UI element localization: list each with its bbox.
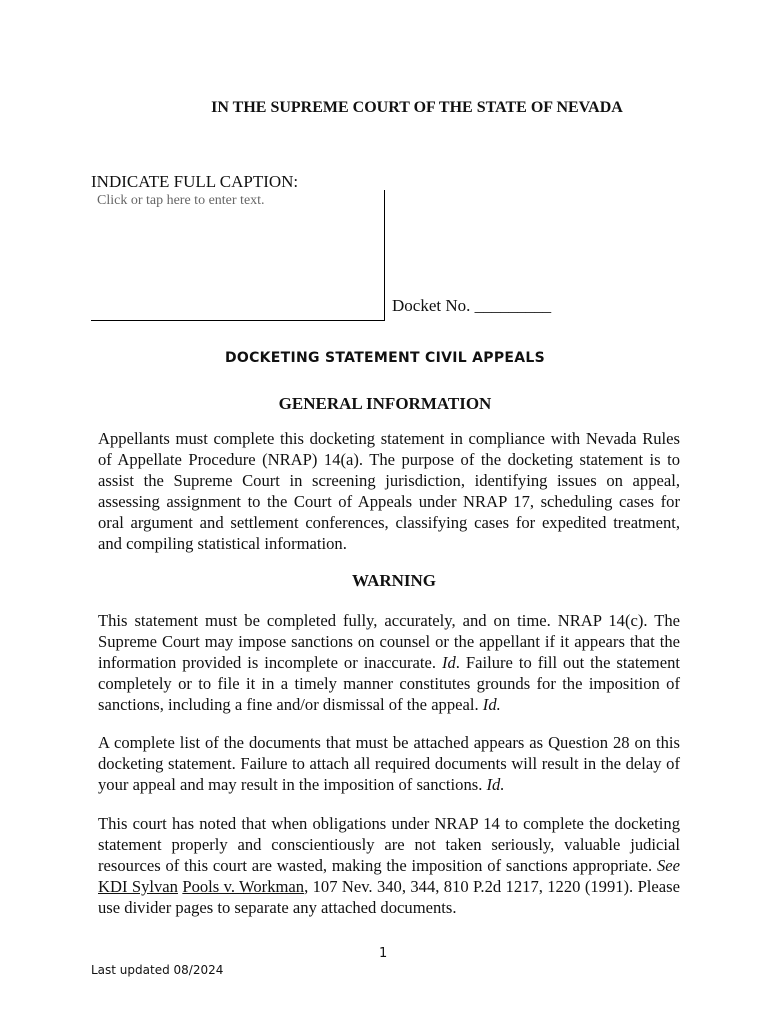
warning-text-1: This statement must be completed fully, accurately, and on time. NRAP 14(c). The Supreme Court may impose sanctions on counsel or the appellant if it appears that the information provided is incomplete or inaccurate. — [98, 611, 680, 672]
documents-id-citation: Id. — [486, 774, 505, 794]
warning-id-citation-2: Id. — [482, 694, 501, 714]
general-information-heading: GENERAL INFORMATION — [278, 394, 492, 413]
docketing-statement-title: DOCKETING STATEMENT CIVIL APPEALS — [224, 350, 546, 366]
page-number: 1 — [379, 946, 388, 961]
warning-paragraph — [98, 611, 680, 716]
warning-text-2: . Failure to fill out the statement completely or to file it in a timely manner constitutes grounds for the imposition of sanctions, including a fine and/or dismissal of the appeal. — [98, 652, 680, 714]
caption-label: INDICATE FULL CAPTION: — [91, 172, 299, 191]
last-updated: Last updated 08/2024 — [91, 963, 224, 977]
court-note-paragraph — [98, 814, 680, 919]
court-note-text-2: , 107 Nev. 340, 344, 810 P.2d 1217, 1220 (1991). Please use divider pages to separate any attached documents. — [98, 876, 680, 917]
caption-divider-vertical — [384, 190, 385, 321]
caption-input[interactable]: Click or tap here to enter text. — [97, 193, 265, 208]
caption-divider-horizontal — [91, 320, 385, 321]
documents-text: A complete list of the documents that must be attached appears as Question 28 on this docketing statement. Failure to attach all required documents will result in the delay of your appeal and may result in the imposition of sanctions. — [98, 733, 680, 794]
court-note-text-1: This court has noted that when obligations under NRAP 14 to complete the docketing statement properly and conscientiously are not taken seriously, valuable judicial resources of this court are wasted, making the imposition of sanctions appropriate. — [98, 814, 680, 875]
case-name-part-2: Pools v. Workman — [182, 876, 305, 896]
warning-heading: WARNING — [351, 571, 437, 590]
court-title: IN THE SUPREME COURT OF THE STATE OF NEVADA — [211, 99, 623, 116]
see-signal: See — [656, 855, 680, 875]
general-information-paragraph: Appellants must complete this docketing statement in compliance with Nevada Rules of Appellate Procedure (NRAP) 14(a). The purpose of the docketing statement is to assist the Supreme Court in screening jurisdiction, identifying issues on appeal, assessing assignment to the Court of Appeals under NRAP 17, scheduling cases for oral argument and settlement conferences, classifying cases for expedited treatment, and compiling statistical information. — [98, 429, 680, 553]
documents-paragraph — [98, 733, 680, 796]
docket-number: Docket No. _________ — [392, 296, 552, 315]
warning-id-citation-1: Id — [441, 652, 456, 672]
case-name-part-1: KDI Sylvan — [98, 876, 178, 896]
